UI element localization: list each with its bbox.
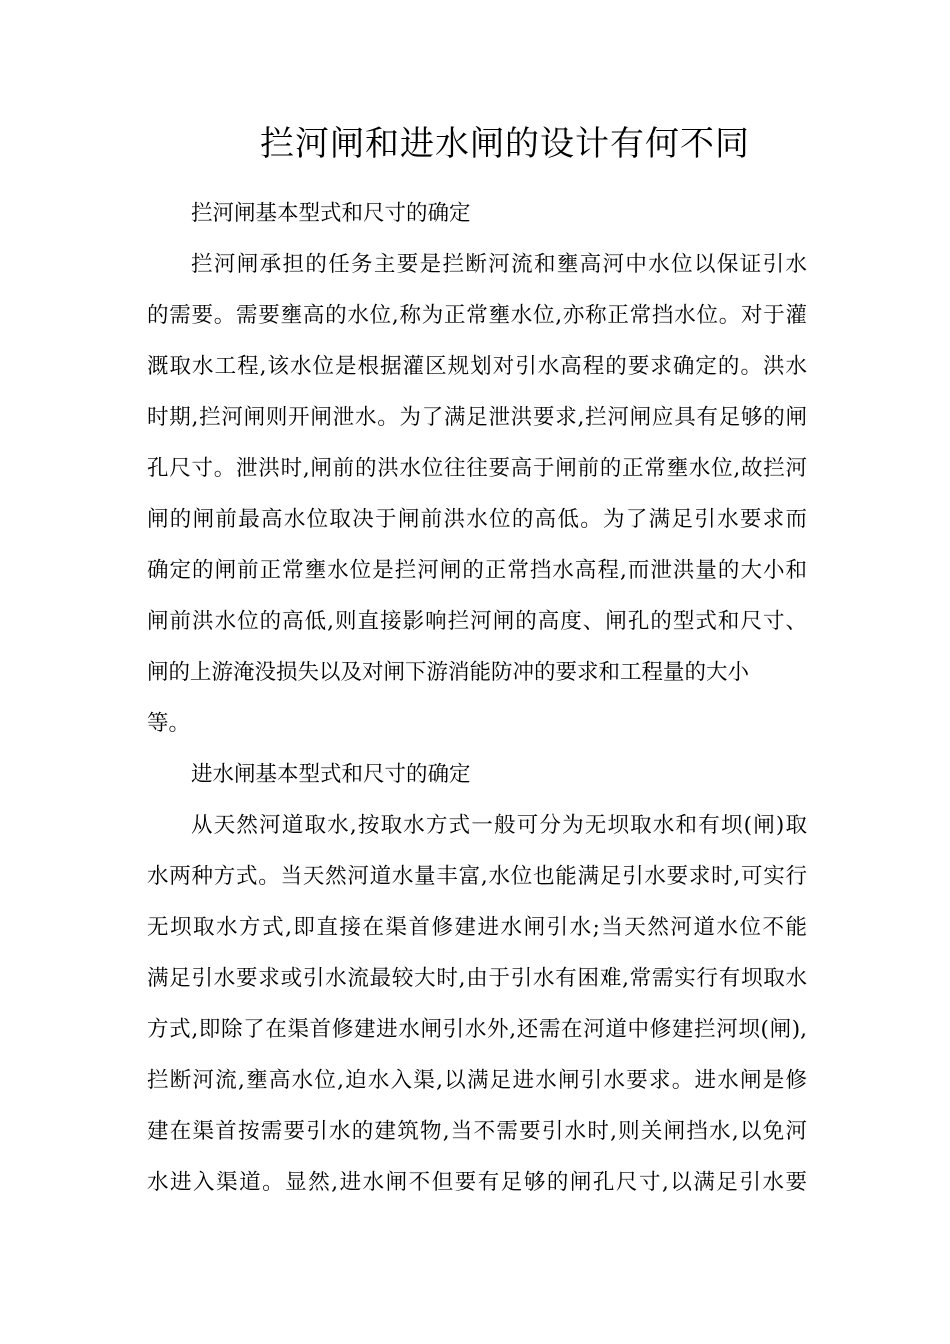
paragraph-line: 溉取水工程,该水位是根据灌区规划对引水高程的要求确定的。洪水 bbox=[147, 354, 807, 379]
paragraph-line: 满足引水要求或引水流最较大时,由于引水有困难,常需实行有坝取水 bbox=[147, 966, 807, 991]
paragraph-line: 闸的上游淹没损失以及对闸下游消能防冲的要求和工程量的大小 bbox=[147, 660, 750, 685]
paragraph-line: 拦断河流,壅高水位,迫水入渠,以满足进水闸引水要求。进水闸是修 bbox=[147, 1068, 807, 1093]
document-title: 拦河闸和进水闸的设计有何不同 bbox=[260, 124, 750, 164]
paragraph-line: 方式,即除了在渠首修建进水闸引水外,还需在河道中修建拦河坝(闸), bbox=[147, 1017, 807, 1042]
paragraph-line: 孔尺寸。泄洪时,闸前的洪水位往往要高于闸前的正常壅水位,故拦河 bbox=[147, 456, 807, 481]
paragraph-line: 建在渠首按需要引水的建筑物,当不需要引水时,则关闸挡水,以免河 bbox=[147, 1119, 807, 1144]
paragraph-line: 的需要。需要壅高的水位,称为正常壅水位,亦称正常挡水位。对于灌 bbox=[147, 303, 807, 328]
paragraph-line: 闸的闸前最高水位取决于闸前洪水位的高低。为了满足引水要求而 bbox=[147, 507, 807, 532]
paragraph-line: 无坝取水方式,即直接在渠首修建进水闸引水;当天然河道水位不能 bbox=[147, 915, 807, 940]
paragraph-line: 从天然河道取水,按取水方式一般可分为无坝取水和有坝(闸)取 bbox=[191, 813, 807, 838]
section-heading: 拦河闸基本型式和尺寸的确定 bbox=[191, 201, 471, 226]
paragraph-line: 等。 bbox=[147, 711, 191, 736]
paragraph-line: 水进入渠道。显然,进水闸不但要有足够的闸孔尺寸,以满足引水要 bbox=[147, 1170, 807, 1195]
section-heading: 进水闸基本型式和尺寸的确定 bbox=[191, 762, 471, 787]
paragraph-line: 确定的闸前正常壅水位是拦河闸的正常挡水高程,而泄洪量的大小和 bbox=[147, 558, 807, 583]
paragraph-line: 时期,拦河闸则开闸泄水。为了满足泄洪要求,拦河闸应具有足够的闸 bbox=[147, 405, 807, 430]
paragraph-line: 拦河闸承担的任务主要是拦断河流和壅高河中水位以保证引水 bbox=[191, 252, 807, 277]
paragraph-line: 闸前洪水位的高低,则直接影响拦河闸的高度、闸孔的型式和尺寸、 bbox=[147, 609, 807, 634]
paragraph-line: 水两种方式。当天然河道水量丰富,水位也能满足引水要求时,可实行 bbox=[147, 864, 807, 889]
